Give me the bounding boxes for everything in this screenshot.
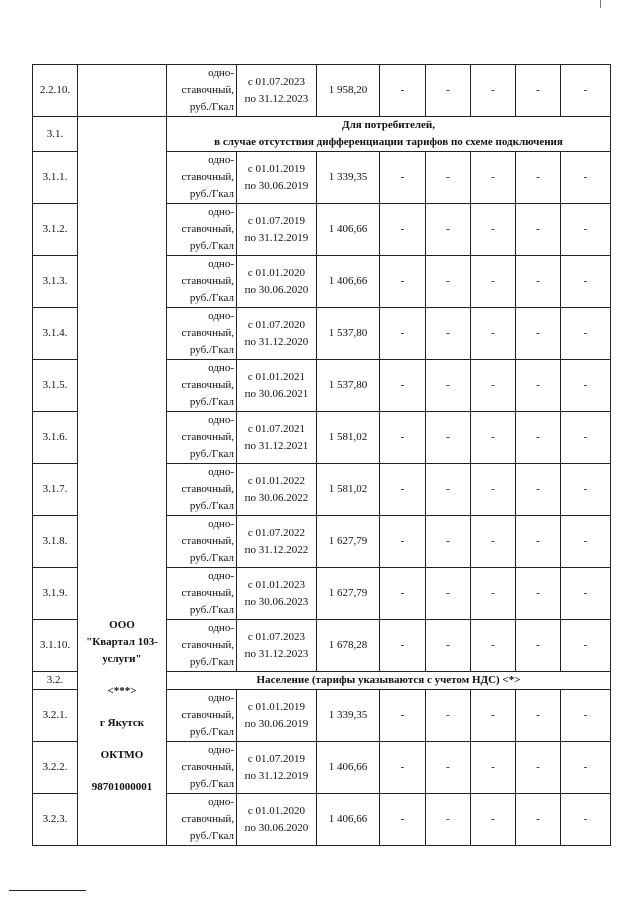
tariff-value: 1 581,02 [317,464,380,516]
empty-value-dash: - [426,152,471,204]
empty-value-dash: - [380,360,426,412]
tariff-kind-line: ставочный, [181,84,234,96]
tariff-kind-line: ставочный, [181,709,234,721]
empty-value-dash: - [471,568,516,620]
tariff-kind-line: одно- [208,310,234,322]
org-name-line1: ООО [109,618,135,631]
tariff-kind-line: одно- [208,570,234,582]
empty-value-dash: - [516,620,561,672]
tariff-kind-line: одно- [208,414,234,426]
tariff-kind-line: руб./Гкал [189,830,234,842]
row-number: 2.2.10. [33,65,78,117]
empty-value-dash: - [516,256,561,308]
section-title [167,117,611,152]
tariff-kind-line: руб./Гкал [189,552,234,564]
empty-value-dash: - [426,204,471,256]
tariff-value: 1 678,28 [317,620,380,672]
empty-value-dash: - [516,690,561,742]
tariff-kind-line: руб./Гкал [189,101,234,113]
empty-value-dash: - [516,65,561,117]
empty-value-dash: - [380,794,426,846]
row-number: 3.1.6. [33,412,78,464]
period-cell [237,794,317,846]
empty-value-dash: - [380,308,426,360]
empty-value-dash: - [426,412,471,464]
section-number: 3.1. [33,117,78,152]
period-to: по 31.12.2019 [244,231,309,244]
tariff-value: 1 581,02 [317,412,380,464]
empty-value-dash: - [471,742,516,794]
period-cell [237,152,317,204]
tariff-kind-line: одно- [208,258,234,270]
tariff-kind-line: одно- [208,206,234,218]
empty-value-dash: - [380,516,426,568]
tariff-kind-line: одно- [208,466,234,478]
period-cell [237,516,317,568]
empty-value-dash: - [516,152,561,204]
empty-value-dash: - [561,620,611,672]
section-title-line2: в случае отсутствия дифференциации тарифов по схеме подключения [214,136,563,148]
section-number: 3.2. [33,672,78,690]
empty-value-dash: - [380,204,426,256]
organization-cell [78,117,167,846]
empty-value-dash: - [471,308,516,360]
tariff-kind-line: ставочный, [181,431,234,443]
section-title-text: Население (тарифы указываются с учетом НДС) <*> [256,674,521,686]
empty-value-dash: - [426,568,471,620]
period-cell [237,360,317,412]
empty-value-dash: - [516,742,561,794]
empty-value-dash: - [426,360,471,412]
empty-value-dash: - [380,742,426,794]
footnote-separator [9,890,86,891]
empty-value-dash: - [561,360,611,412]
tariff-kind-cell [167,204,237,256]
tariff-kind-line: ставочный, [181,379,234,391]
row-number: 3.1.1. [33,152,78,204]
period-cell [237,65,317,117]
oktmo-label: ОКТМО [100,748,144,761]
period-from: с 01.07.2019 [247,752,306,765]
section-title-line1: Для потребителей, [342,119,435,131]
empty-value-dash: - [426,516,471,568]
tariff-value: 1 406,66 [317,204,380,256]
period-cell [237,568,317,620]
tariff-value: 1 406,66 [317,742,380,794]
tariff-kind-cell [167,308,237,360]
empty-value-dash: - [471,256,516,308]
empty-value-dash: - [471,516,516,568]
org-city: г Якутск [99,716,145,729]
empty-value-dash: - [426,256,471,308]
tariff-value: 1 406,66 [317,256,380,308]
tariff-kind-cell [167,568,237,620]
tariff-kind-line: руб./Гкал [189,188,234,200]
period-cell [237,464,317,516]
section-title [167,672,611,690]
tariff-kind-line: ставочный, [181,275,234,287]
row-number: 3.2.2. [33,742,78,794]
empty-org-cell [78,65,167,117]
tariff-kind-cell [167,690,237,742]
empty-value-dash: - [426,620,471,672]
tariff-kind-line: ставочный, [181,327,234,339]
empty-value-dash: - [561,516,611,568]
empty-value-dash: - [561,256,611,308]
empty-value-dash: - [516,516,561,568]
tariff-kind-line: руб./Гкал [189,292,234,304]
empty-value-dash: - [561,794,611,846]
period-from: с 01.01.2021 [247,370,306,383]
period-from: с 01.01.2019 [247,162,306,175]
empty-value-dash: - [471,152,516,204]
period-cell [237,620,317,672]
tariff-kind-cell [167,794,237,846]
tariff-kind-line: ставочный, [181,639,234,651]
tariff-kind-line: ставочный, [181,761,234,773]
period-to: по 30.06.2020 [244,821,309,834]
tariff-kind-cell [167,516,237,568]
empty-value-dash: - [516,464,561,516]
section-header-row [33,117,611,152]
period-cell [237,742,317,794]
period-from: с 01.07.2023 [247,75,306,88]
period-cell [237,204,317,256]
period-from: с 01.07.2022 [247,526,306,539]
period-from: с 01.01.2023 [247,578,306,591]
page-edge-mark [600,0,601,8]
empty-value-dash: - [561,464,611,516]
empty-value-dash: - [380,152,426,204]
period-to: по 30.06.2021 [244,387,309,400]
tariff-value: 1 339,35 [317,152,380,204]
period-to: по 31.12.2019 [244,769,309,782]
tariff-value: 1 627,79 [317,568,380,620]
tariff-kind-line: одно- [208,622,234,634]
tariff-value: 1 627,79 [317,516,380,568]
org-marker: <***> [107,684,137,697]
tariff-kind-line: ставочный, [181,171,234,183]
empty-value-dash: - [516,360,561,412]
empty-value-dash: - [471,794,516,846]
tariff-kind-line: одно- [208,362,234,374]
period-to: по 30.06.2023 [244,595,309,608]
oktmo-code: 98701000001 [91,780,153,793]
row-number: 3.2.1. [33,690,78,742]
org-name-line3: услуги" [102,652,142,665]
tariff-kind-line: одно- [208,796,234,808]
row-number: 3.2.3. [33,794,78,846]
period-from: с 01.07.2023 [247,630,306,643]
empty-value-dash: - [380,256,426,308]
empty-value-dash: - [380,412,426,464]
empty-value-dash: - [471,360,516,412]
empty-value-dash: - [471,690,516,742]
row-number: 3.1.7. [33,464,78,516]
tariff-table [32,64,611,846]
tariff-kind-line: ставочный, [181,535,234,547]
empty-value-dash: - [426,794,471,846]
tariff-kind-line: ставочный, [181,223,234,235]
empty-value-dash: - [471,620,516,672]
empty-value-dash: - [561,65,611,117]
empty-value-dash: - [471,65,516,117]
tariff-kind-cell [167,360,237,412]
empty-value-dash: - [426,464,471,516]
period-from: с 01.07.2021 [247,422,306,435]
empty-value-dash: - [471,464,516,516]
tariff-value: 1 537,80 [317,360,380,412]
table-row [33,65,611,117]
row-number: 3.1.10. [33,620,78,672]
empty-value-dash: - [516,794,561,846]
period-from: с 01.01.2020 [247,266,306,279]
tariff-kind-line: руб./Гкал [189,240,234,252]
empty-value-dash: - [561,204,611,256]
empty-value-dash: - [561,412,611,464]
empty-value-dash: - [561,742,611,794]
tariff-kind-line: руб./Гкал [189,396,234,408]
period-cell [237,690,317,742]
tariff-value: 1 537,80 [317,308,380,360]
empty-value-dash: - [426,65,471,117]
org-name-line2: "Квартал 103- [86,635,158,648]
tariff-kind-cell [167,256,237,308]
period-to: по 31.12.2023 [244,647,309,660]
tariff-kind-cell [167,152,237,204]
tariff-kind-cell [167,464,237,516]
empty-value-dash: - [426,690,471,742]
empty-value-dash: - [380,464,426,516]
tariff-kind-cell [167,412,237,464]
empty-value-dash: - [471,412,516,464]
period-cell [237,308,317,360]
empty-value-dash: - [380,620,426,672]
tariff-kind-line: руб./Гкал [189,500,234,512]
tariff-table-body [33,65,611,846]
row-number: 3.1.9. [33,568,78,620]
period-cell [237,256,317,308]
period-from: с 01.07.2019 [247,214,306,227]
tariff-kind-line: руб./Гкал [189,656,234,668]
empty-value-dash: - [471,204,516,256]
period-from: с 01.07.2020 [247,318,306,331]
tariff-kind-cell [167,620,237,672]
empty-value-dash: - [561,152,611,204]
tariff-kind-line: одно- [208,67,234,79]
empty-value-dash: - [380,568,426,620]
tariff-kind-line: руб./Гкал [189,448,234,460]
row-number: 3.1.2. [33,204,78,256]
row-number: 3.1.8. [33,516,78,568]
period-to: по 30.06.2019 [244,179,309,192]
tariff-kind-line: руб./Гкал [189,604,234,616]
period-to: по 30.06.2020 [244,283,309,296]
empty-value-dash: - [516,568,561,620]
empty-value-dash: - [516,204,561,256]
empty-value-dash: - [516,412,561,464]
tariff-kind-line: одно- [208,154,234,166]
tariff-value: 1 958,20 [317,65,380,117]
tariff-value: 1 339,35 [317,690,380,742]
tariff-value: 1 406,66 [317,794,380,846]
period-to: по 30.06.2022 [244,491,309,504]
period-from: с 01.01.2019 [247,700,306,713]
period-to: по 31.12.2022 [244,543,309,556]
tariff-kind-line: одно- [208,692,234,704]
period-to: по 30.06.2019 [244,717,309,730]
empty-value-dash: - [426,308,471,360]
tariff-kind-cell [167,65,237,117]
tariff-kind-line: ставочный, [181,483,234,495]
empty-value-dash: - [426,742,471,794]
tariff-kind-line: одно- [208,518,234,530]
tariff-kind-cell [167,742,237,794]
period-cell [237,412,317,464]
period-from: с 01.01.2022 [247,474,306,487]
period-to: по 31.12.2023 [244,92,309,105]
empty-value-dash: - [380,65,426,117]
row-number: 3.1.5. [33,360,78,412]
tariff-kind-line: руб./Гкал [189,726,234,738]
tariff-kind-line: одно- [208,744,234,756]
tariff-kind-line: ставочный, [181,813,234,825]
tariff-kind-line: ставочный, [181,587,234,599]
empty-value-dash: - [380,690,426,742]
empty-value-dash: - [516,308,561,360]
tariff-kind-line: руб./Гкал [189,778,234,790]
empty-value-dash: - [561,568,611,620]
tariff-kind-line: руб./Гкал [189,344,234,356]
period-to: по 31.12.2020 [244,335,309,348]
period-from: с 01.01.2020 [247,804,306,817]
empty-value-dash: - [561,690,611,742]
period-to: по 31.12.2021 [244,439,309,452]
empty-value-dash: - [561,308,611,360]
row-number: 3.1.4. [33,308,78,360]
row-number: 3.1.3. [33,256,78,308]
